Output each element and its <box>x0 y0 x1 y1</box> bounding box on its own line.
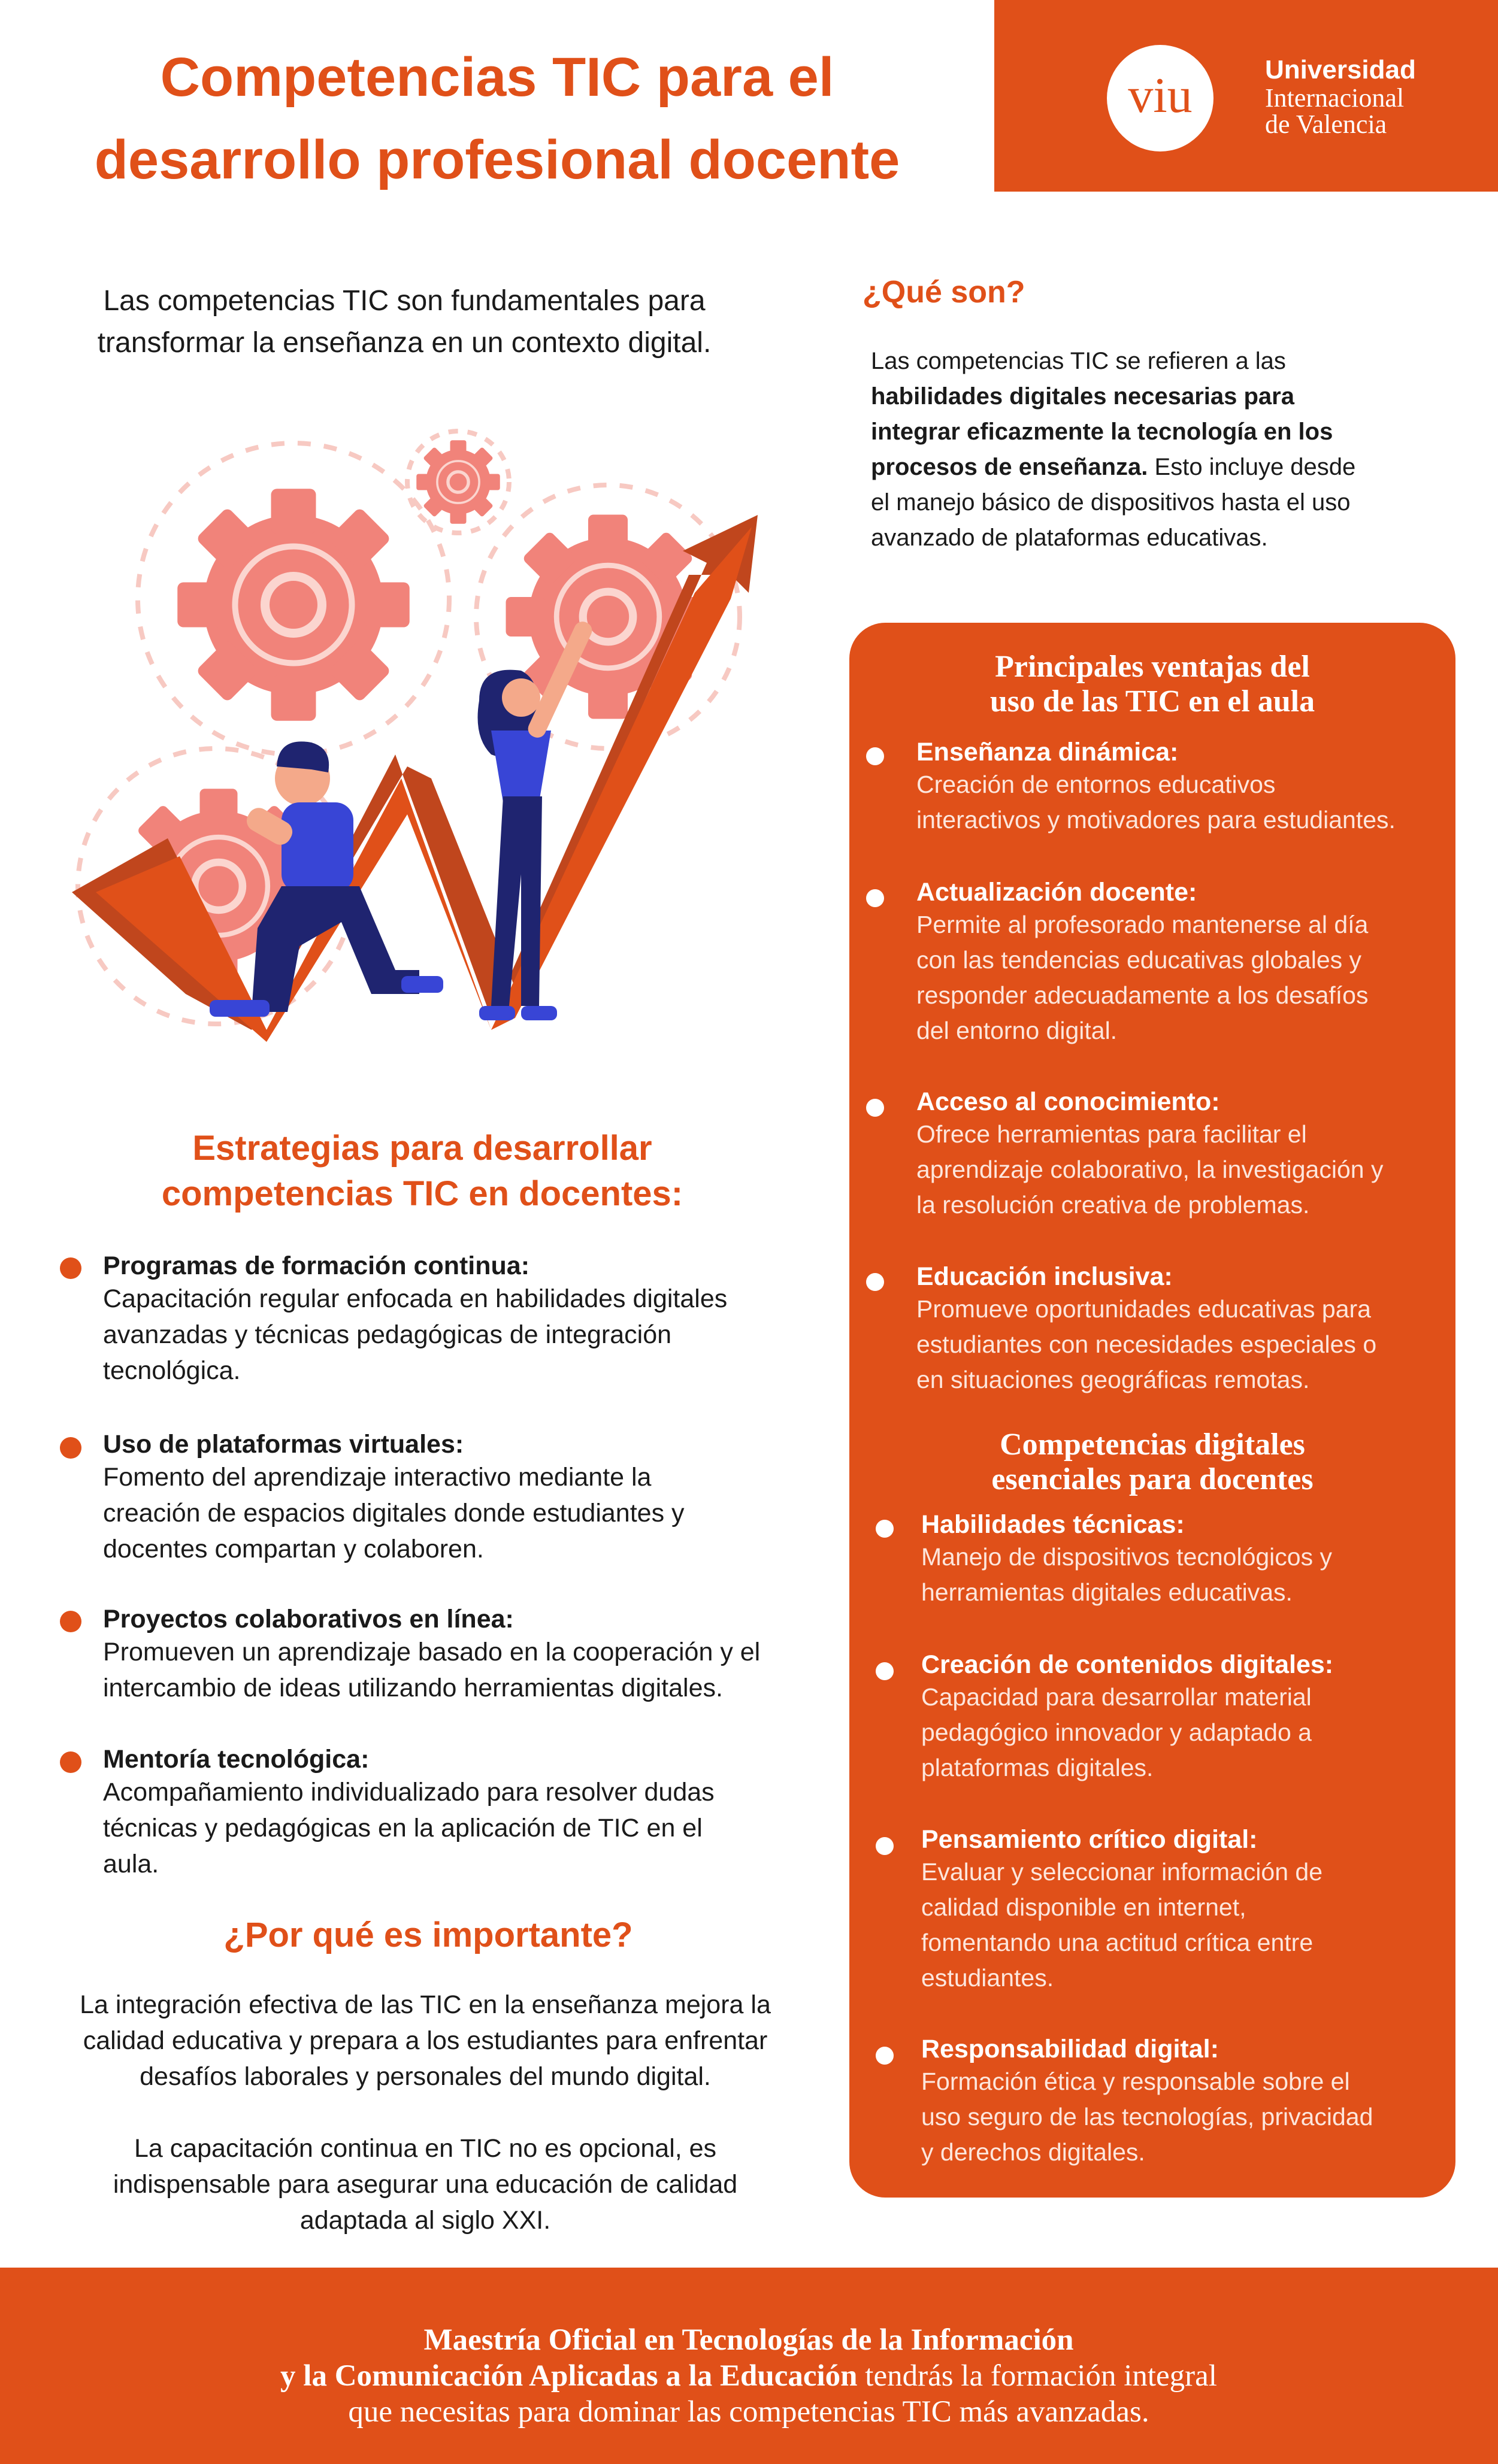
title-line-1: Competencias TIC para el <box>160 47 834 108</box>
estrategias-heading <box>108 1126 737 1217</box>
estrategia-title: Uso de plataformas virtuales: <box>103 1430 464 1459</box>
que-son-line: avanzado de plataformas educativas. <box>871 525 1268 551</box>
ventaja-item <box>916 878 1443 1048</box>
bullet-icon <box>60 1611 81 1632</box>
ventaja-desc-line: en situaciones geográficas remotas. <box>916 1366 1310 1393</box>
competencia-title: Creación de contenidos digitales: <box>921 1650 1334 1679</box>
que-son-line-mixed: procesos de enseñanza. Esto incluye desde <box>871 454 1356 480</box>
que-son-heading: ¿Qué son? <box>863 275 1025 310</box>
que-son-line-bold: habilidades digitales necesarias para <box>871 383 1294 410</box>
competencia-desc-line: Capacidad para desarrollar material <box>921 1683 1312 1711</box>
ventaja-title: Enseñanza dinámica: <box>916 738 1179 766</box>
estrategia-title: Programas de formación continua: <box>103 1251 530 1280</box>
bullet-icon <box>876 2047 894 2065</box>
estrategia-desc-line: técnicas y pedagógicas en la aplicación de TIC en el <box>103 1814 703 1842</box>
footer-line-1: Maestría Oficial en Tecnologías de la Información <box>423 2323 1074 2357</box>
ventajas-heading <box>849 650 1455 719</box>
competencia-item <box>921 1510 1442 1610</box>
competencia-desc-line: Evaluar y seleccionar información de <box>921 1858 1323 1886</box>
bullet-icon <box>876 1837 894 1855</box>
estrategia-title: Mentoría tecnológica: <box>103 1745 370 1774</box>
importante-text <box>66 1987 785 2238</box>
ventaja-desc-line: la resolución creativa de problemas. <box>916 1191 1310 1219</box>
ventaja-desc-line: Ofrece herramientas para facilitar el <box>916 1120 1307 1148</box>
footer-line-2: y la Comunicación Aplicadas a la Educación tendrás la formación integral <box>280 2359 1217 2393</box>
gears-teamwork-illustration <box>60 419 767 1054</box>
bullet-icon <box>876 1662 894 1680</box>
estrategias-heading-line-1: Estrategias para desarrollar <box>192 1129 652 1168</box>
competencia-title: Pensamiento crítico digital: <box>921 1825 1258 1854</box>
competencia-desc-line: pedagógico innovador y adaptado a <box>921 1719 1312 1746</box>
estrategia-item <box>103 1745 792 1882</box>
bullet-icon <box>866 747 884 765</box>
ventaja-desc-line: con las tendencias educativas globales y <box>916 946 1362 974</box>
ventajas-heading-line-2: uso de las TIC en el aula <box>989 684 1315 719</box>
competencia-desc-line: plataformas digitales. <box>921 1754 1154 1781</box>
competencia-desc-line: uso seguro de las tecnologías, privacidad <box>921 2103 1373 2130</box>
estrategia-desc-line: docentes compartan y colaboren. <box>103 1535 484 1563</box>
ventaja-title: Actualización docente: <box>916 878 1197 907</box>
ventaja-desc-line: estudiantes con necesidades especiales o <box>916 1331 1377 1358</box>
que-son-line: el manejo básico de dispositivos hasta el uso <box>871 489 1351 516</box>
importante-line: calidad educativa y prepara a los estudiantes para enfrentar <box>83 2026 768 2055</box>
brand-name-line-2: Internacional <box>1265 83 1405 113</box>
brand-name-line-1: Universidad <box>1265 55 1416 84</box>
ventaja-desc-line: del entorno digital. <box>916 1017 1118 1044</box>
competencia-desc-line: Formación ética y responsable sobre el <box>921 2068 1350 2095</box>
bullet-icon <box>60 1437 81 1459</box>
competencias-heading <box>849 1428 1455 1497</box>
estrategia-desc-line: Capacitación regular enfocada en habilidades digitales <box>103 1284 728 1313</box>
bullet-icon <box>866 889 884 907</box>
competencia-desc-line: fomentando una actitud crítica entre <box>921 1929 1314 1956</box>
ventaja-item <box>916 1087 1443 1223</box>
ventaja-item <box>916 1262 1443 1398</box>
importante-line: desafíos laborales y personales del mundo digital. <box>140 2062 711 2091</box>
estrategia-desc-line: avanzadas y técnicas pedagógicas de integración <box>103 1320 672 1349</box>
competencia-item <box>921 1825 1442 1996</box>
que-son-text <box>871 344 1410 556</box>
competencias-heading-line-1: Competencias digitales <box>1000 1428 1305 1462</box>
estrategias-heading-line-2: competencias TIC en docentes: <box>161 1174 683 1213</box>
estrategia-desc-line: creación de espacios digitales donde estudiantes y <box>103 1499 685 1528</box>
estrategia-item <box>103 1251 792 1389</box>
competencias-heading-line-2: esenciales para docentes <box>991 1462 1314 1496</box>
competencia-desc-line: Manejo de dispositivos tecnológicos y <box>921 1543 1332 1571</box>
que-son-line-bold: integrar eficazmente la tecnología en los <box>871 419 1333 445</box>
bullet-icon <box>866 1273 884 1291</box>
bullet-icon <box>866 1099 884 1117</box>
competencia-desc-line: y derechos digitales. <box>921 2138 1145 2166</box>
competencia-title: Habilidades técnicas: <box>921 1510 1185 1539</box>
intro-text <box>60 280 749 364</box>
estrategia-desc-line: Promueven un aprendizaje basado en la cooperación y el <box>103 1638 761 1666</box>
title-line-2: desarrollo profesional docente <box>94 129 900 190</box>
brand-name-line-3: de Valencia <box>1265 110 1387 139</box>
importante-line: indispensable para asegurar una educación de calidad <box>113 2170 738 2199</box>
bullet-icon <box>60 1751 81 1773</box>
estrategia-desc-line: Fomento del aprendizaje interactivo mediante la <box>103 1463 652 1492</box>
ventaja-title: Acceso al conocimiento: <box>916 1087 1220 1116</box>
estrategia-desc-line: intercambio de ideas utilizando herramientas digitales. <box>103 1674 723 1702</box>
ventaja-title: Educación inclusiva: <box>916 1262 1173 1291</box>
estrategia-desc-line: tecnológica. <box>103 1356 241 1385</box>
ventaja-desc-line: Promueve oportunidades educativas para <box>916 1295 1371 1323</box>
ventaja-desc-line: responder adecuadamente a los desafíos <box>916 981 1369 1009</box>
competencia-desc-line: estudiantes. <box>921 1964 1054 1992</box>
brand-block <box>994 0 1498 192</box>
competencia-desc-line: calidad disponible en internet, <box>921 1893 1246 1921</box>
bullet-icon <box>60 1257 81 1279</box>
ventaja-desc-line: interactivos y motivadores para estudiantes. <box>916 806 1396 834</box>
ventajas-heading-line-1: Principales ventajas del <box>995 650 1310 684</box>
estrategia-title: Proyectos colaborativos en línea: <box>103 1605 514 1633</box>
intro-line-1: Las competencias TIC son fundamentales para <box>103 285 706 317</box>
competencia-item <box>921 2035 1442 2170</box>
page-title <box>48 36 946 201</box>
competencia-item <box>921 1650 1442 1786</box>
estrategia-desc-line: Acompañamiento individualizado para resolver dudas <box>103 1778 715 1807</box>
ventaja-desc-line: Permite al profesorado mantenerse al día <box>916 911 1369 938</box>
importante-heading: ¿Por qué es importante? <box>223 1916 633 1954</box>
estrategia-item <box>103 1430 792 1567</box>
intro-line-2: transformar la enseñanza en un contexto digital. <box>97 327 712 359</box>
bullet-icon <box>876 1520 894 1538</box>
viu-logo: viu <box>1107 45 1213 151</box>
ventaja-desc-line: aprendizaje colaborativo, la investigación y <box>916 1156 1384 1183</box>
ventaja-item <box>916 738 1443 838</box>
competencia-title: Responsabilidad digital: <box>921 2035 1219 2063</box>
importante-line: La capacitación continua en TIC no es opcional, es <box>134 2134 717 2163</box>
ventaja-desc-line: Creación de entornos educativos <box>916 771 1276 798</box>
estrategia-item <box>103 1605 792 1706</box>
importante-line: La integración efectiva de las TIC en la enseñanza mejora la <box>80 1990 771 2019</box>
competencia-desc-line: herramientas digitales educativas. <box>921 1578 1293 1606</box>
que-son-line: Las competencias TIC se refieren a las <box>871 348 1286 374</box>
footer-line-3: que necesitas para dominar las competencias TIC más avanzadas. <box>348 2395 1149 2429</box>
footer-text <box>90 2322 1408 2430</box>
importante-line: adaptada al siglo XXI. <box>299 2206 551 2235</box>
estrategia-desc-line: aula. <box>103 1850 159 1878</box>
